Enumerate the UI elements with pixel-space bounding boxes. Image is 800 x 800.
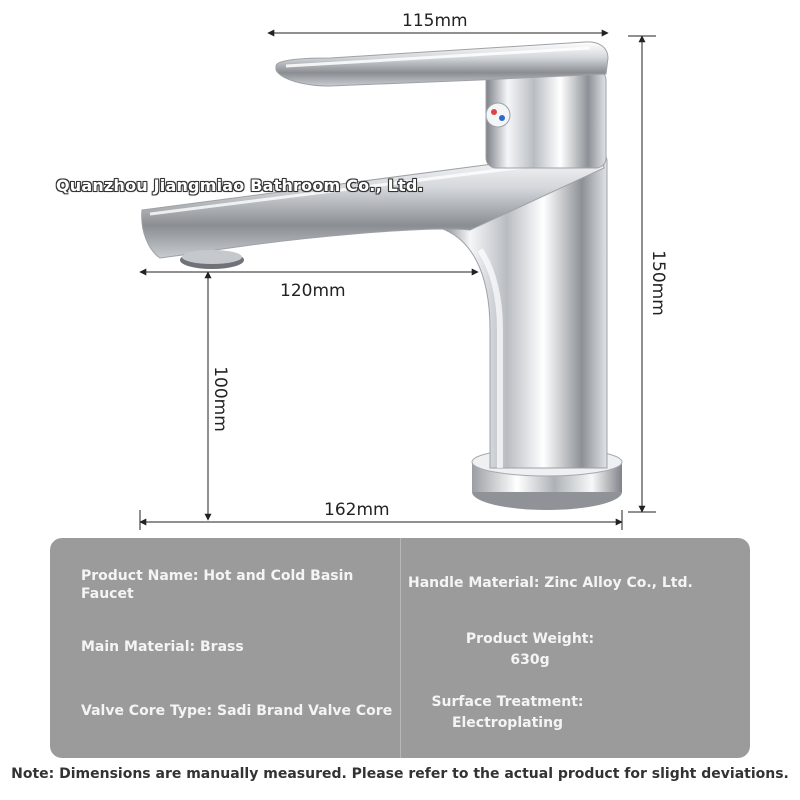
spec-surface-label: Surface Treatment: <box>431 694 584 710</box>
spec-weight-label: Product Weight: <box>465 631 595 647</box>
spec-divider <box>400 538 401 758</box>
dim-base-width: 162mm <box>324 500 390 520</box>
dim-handle-length: 115mm <box>402 11 468 31</box>
company-watermark: Quanzhou Jiangmiao Bathroom Co., Ltd. <box>56 176 424 195</box>
measurement-note: Note: Dimensions are manually measured. Please refer to the actual product for slight deviations. <box>11 766 789 782</box>
dim-total-height: 150mm <box>647 250 668 316</box>
dim-spout-height: 100mm <box>209 366 230 432</box>
spec-main-material: Main Material: Brass <box>81 639 244 655</box>
spec-handle-material: Handle Material: Zinc Alloy Co., Ltd. <box>408 575 693 591</box>
spec-surface-treatment <box>410 693 605 732</box>
spec-weight-value: 630g <box>510 652 550 668</box>
spec-valve-core: Valve Core Type: Sadi Brand Valve Core <box>81 703 393 719</box>
spec-surface-value: Electroplating <box>451 715 564 731</box>
dim-spout-reach: 120mm <box>280 281 346 301</box>
spec-panel <box>50 538 750 758</box>
spec-product-name: Product Name: Hot and Cold Basin Faucet <box>81 568 354 602</box>
faucet-cartridge <box>486 70 606 168</box>
spec-product-weight <box>410 630 650 669</box>
